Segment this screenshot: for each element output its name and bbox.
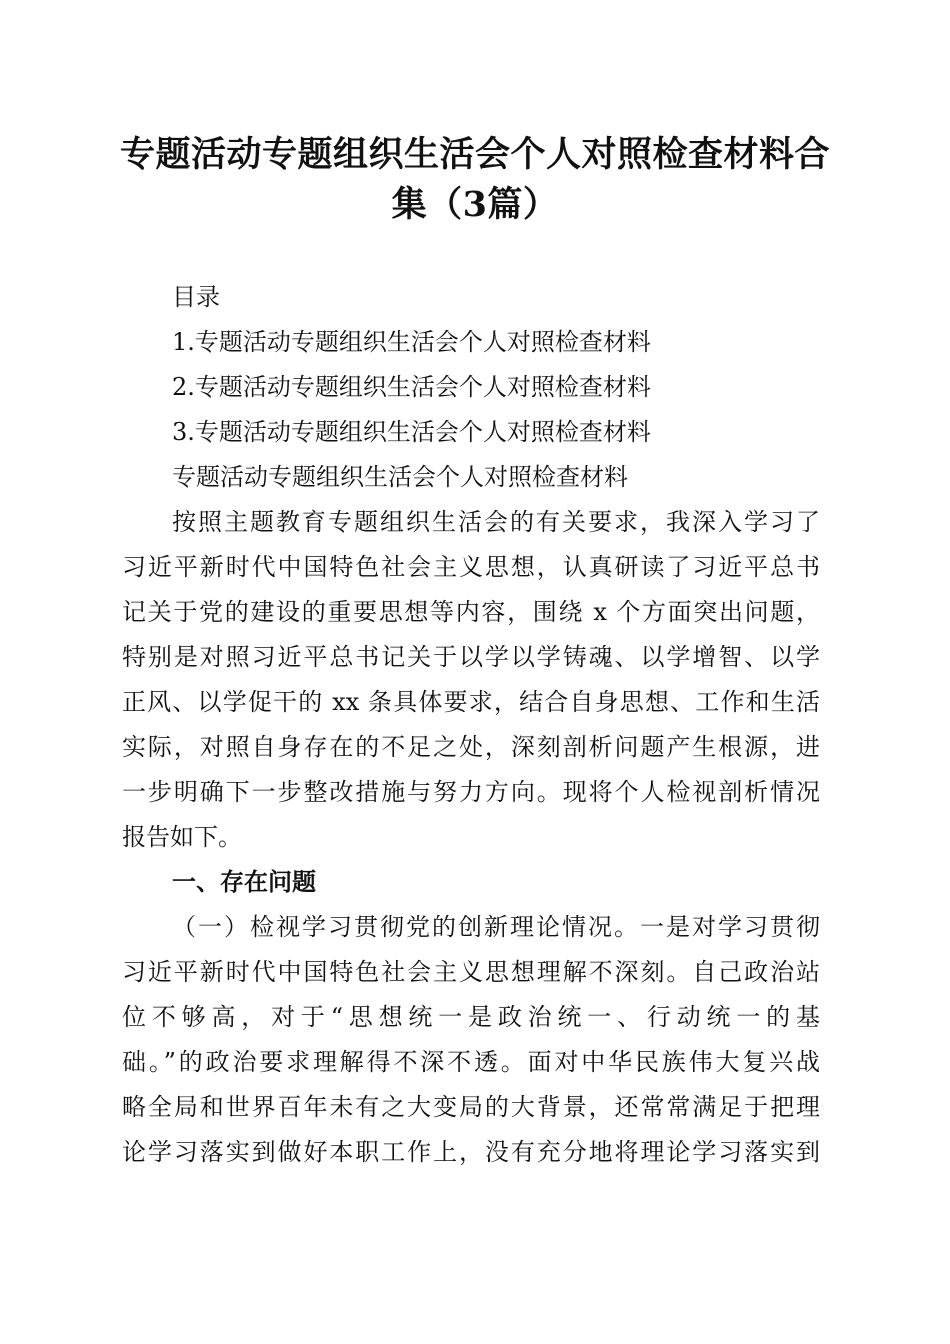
document-title xyxy=(110,130,840,230)
toc-item-1[interactable]: 1.专题活动专题组织生活会个人对照检查材料 xyxy=(172,328,651,356)
part1-line: 论学习落实到做好本职工作上，没有充分地将理论学习落实到 xyxy=(122,1138,820,1166)
part1-line: 习近平新时代中国特色社会主义思想理解不深刻。自己政治站 xyxy=(122,958,820,986)
toc-item-3[interactable]: 3.专题活动专题组织生活会个人对照检查材料 xyxy=(172,418,651,446)
intro-line: 正风、以学促干的 xx 条具体要求，结合自身思想、工作和生活 xyxy=(122,688,820,716)
intro-line: 实际，对照自身存在的不足之处，深刻剖析问题产生根源，进 xyxy=(122,733,820,761)
intro-line: 一步明确下一步整改措施与努力方向。现将个人检视剖析情况 xyxy=(122,778,820,806)
intro-line: 报告如下。 xyxy=(122,823,242,851)
part1-line: 略全局和世界百年未有之大变局的大背景，还常常满足于把理 xyxy=(122,1093,820,1121)
part1-line: 础。”的政治要求理解得不深不透。面对中华民族伟大复兴战 xyxy=(122,1048,820,1076)
part1-line: 位不够高，对于“思想统一是政治统一、行动统一的基 xyxy=(122,1003,820,1031)
title-line-2: 集（3篇） xyxy=(391,184,559,225)
section-title: 专题活动专题组织生活会个人对照检查材料 xyxy=(172,463,628,491)
intro-line: 按照主题教育专题组织生活会的有关要求，我深入学习了 xyxy=(172,508,820,536)
intro-line: 特别是对照习近平总书记关于以学以学铸魂、以学增智、以学 xyxy=(122,643,820,671)
intro-line: 记关于党的建设的重要思想等内容，围绕 x 个方面突出问题， xyxy=(122,598,820,626)
toc-heading: 目录 xyxy=(172,283,220,311)
part1-line: （一）检视学习贯彻党的创新理论情况。一是对学习贯彻 xyxy=(172,913,820,941)
toc-item-2[interactable]: 2.专题活动专题组织生活会个人对照检查材料 xyxy=(172,373,651,401)
heading-existing-problems: 一、存在问题 xyxy=(172,867,316,896)
intro-line: 习近平新时代中国特色社会主义思想，认真研读了习近平总书 xyxy=(122,553,820,581)
title-line-1: 专题活动专题组织生活会个人对照检查材料合 xyxy=(119,134,830,175)
